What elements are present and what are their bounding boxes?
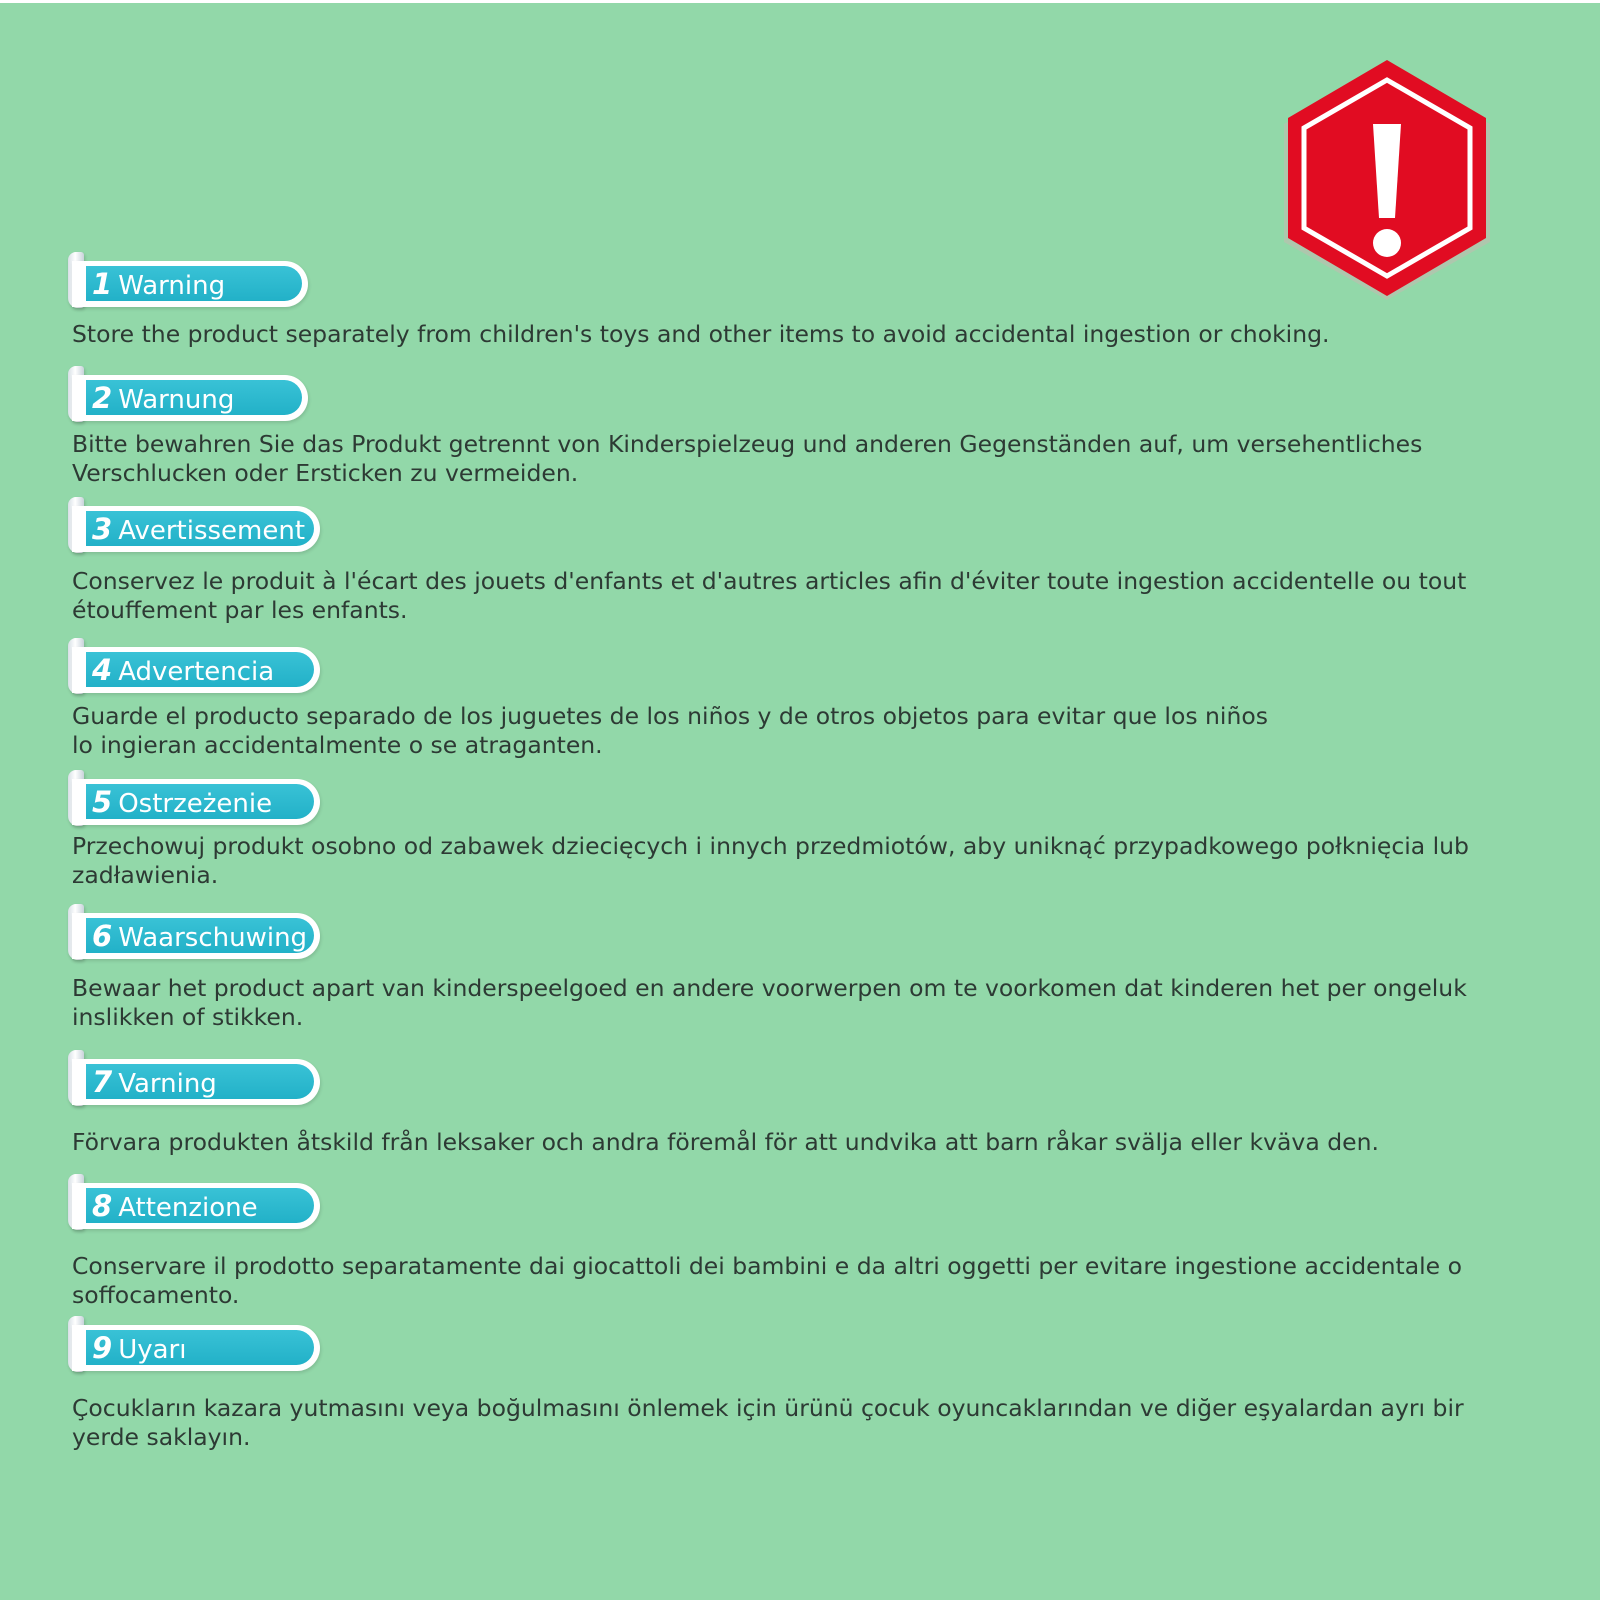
- section-tag: [68, 1316, 324, 1372]
- section-tag: [68, 497, 324, 553]
- tag-text: [92, 1059, 217, 1105]
- section-number: 6: [92, 919, 113, 953]
- tag-text: [92, 647, 274, 693]
- section-title: Advertencia: [118, 657, 275, 687]
- section-tag: [68, 638, 324, 694]
- ribbon-body: [72, 913, 320, 959]
- section-number: 5: [92, 785, 113, 819]
- tag-text: [92, 1325, 186, 1371]
- section-title: Varning: [118, 1069, 217, 1099]
- section-number: 2: [92, 381, 113, 415]
- tag-text: [92, 506, 305, 552]
- section-tag: [68, 904, 324, 960]
- section-tag: [68, 1050, 324, 1106]
- warning-hexagon-icon: [1278, 58, 1496, 306]
- section-body-text: Conservez le produit à l'écart des jouets d'enfants et d'autres articles afin d'éviter toute ingestion accidentelle ou tout étouffement par les enfants.: [72, 567, 1467, 624]
- ribbon-body: [72, 647, 320, 693]
- ribbon-body: [72, 375, 308, 421]
- ribbon-body: [72, 506, 320, 552]
- section-title: Attenzione: [118, 1193, 258, 1223]
- ribbon-body: [72, 779, 320, 825]
- section-body-text: Çocukların kazara yutmasını veya boğulmasını önlemek için ürünü çocuk oyuncaklarından ve diğer eşyalardan ayrı bir yerde saklayın.: [72, 1394, 1464, 1451]
- section-body-text: Bewaar het product apart van kinderspeelgoed en andere voorwerpen om te voorkomen dat kinderen het per ongeluk inslikken of stikken.: [72, 974, 1467, 1031]
- ribbon-body: [72, 1325, 320, 1371]
- tag-text: [92, 1183, 258, 1229]
- ribbon-body: [72, 261, 308, 307]
- section-title: Avertissement: [118, 516, 306, 546]
- ribbon-body: [72, 1183, 320, 1229]
- section-body-text: Conservare il prodotto separatamente dai giocattoli dei bambini e da altri oggetti per evitare ingestione accidentale o soffocamento.: [72, 1252, 1462, 1309]
- section-body-text: Guarde el producto separado de los juguetes de los niños y de otros objetos para evitar que los niños lo ingieran accidentalmente o se atraganten.: [72, 702, 1268, 759]
- section-number: 7: [92, 1065, 113, 1099]
- section-tag: [68, 366, 312, 422]
- section-tag: [68, 1174, 324, 1230]
- tag-text: [92, 261, 225, 307]
- section-number: 8: [92, 1189, 113, 1223]
- section-body-text: Przechowuj produkt osobno od zabawek dziecięcych i innych przedmiotów, aby uniknąć przypadkowego połknięcia lub zadławienia.: [72, 832, 1469, 889]
- section-tag: [68, 252, 312, 308]
- ribbon-body: [72, 1059, 320, 1105]
- tag-text: [92, 913, 307, 959]
- section-title: Uyarı: [118, 1335, 187, 1365]
- section-number: 3: [92, 512, 113, 546]
- section-number: 4: [92, 653, 113, 687]
- section-number: 1: [92, 267, 113, 301]
- section-body-text: Bitte bewahren Sie das Produkt getrennt von Kinderspielzeug und anderen Gegenständen auf, um versehentliches Verschlucken oder Ersticken zu vermeiden.: [72, 430, 1423, 487]
- section-title: Ostrzeżenie: [118, 789, 273, 819]
- section-number: 9: [92, 1331, 113, 1365]
- tag-text: [92, 375, 234, 421]
- section-title: Waarschuwing: [118, 923, 308, 953]
- section-body-text: Förvara produkten åtskild från leksaker och andra föremål för att undvika att barn råkar svälja eller kväva den.: [72, 1128, 1379, 1156]
- top-border: [0, 0, 1600, 3]
- section-body-text: Store the product separately from children's toys and other items to avoid accidental ingestion or choking.: [72, 320, 1330, 348]
- section-title: Warnung: [118, 385, 235, 415]
- section-title: Warning: [118, 271, 226, 301]
- section-tag: [68, 770, 324, 826]
- tag-text: [92, 779, 272, 825]
